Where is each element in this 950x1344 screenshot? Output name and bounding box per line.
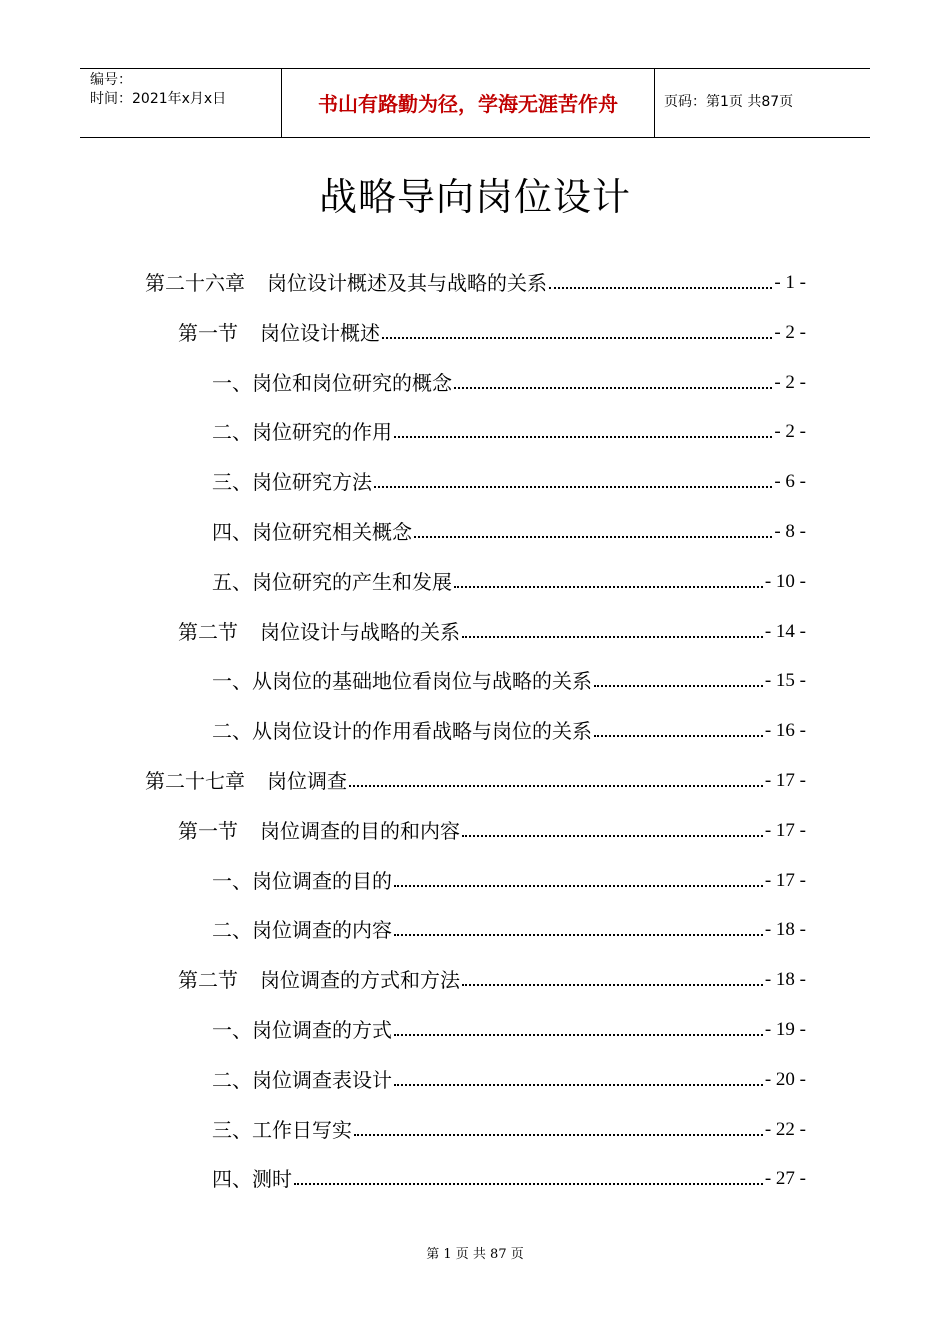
toc-entry[interactable] (145, 266, 806, 296)
toc-entry-page: - 27 - (764, 1168, 806, 1190)
toc-entry-page: - 20 - (764, 1068, 806, 1090)
toc-entry-title: 四、测时 (212, 1167, 292, 1192)
toc-dot-leader (454, 387, 772, 389)
toc-entry-page: - 14 - (764, 620, 806, 642)
toc-entry[interactable] (178, 316, 806, 346)
header-motto: 书山有路勤为径，学海无涯苦作舟 (318, 92, 618, 116)
toc-entry[interactable] (212, 1013, 806, 1043)
toc-entry-page: - 2 - (774, 421, 806, 443)
header-page-info: 页码：第1页 共87页 (664, 94, 794, 110)
toc-entry[interactable] (178, 963, 806, 993)
toc-entry-title: 二、岗位调查表设计 (212, 1067, 392, 1092)
toc-entry-title: 一、岗位调查的目的 (212, 868, 392, 893)
toc-entry[interactable] (212, 366, 806, 396)
toc-entry-page: - 15 - (764, 670, 806, 692)
toc-dot-leader (374, 486, 772, 488)
toc-dot-leader (594, 685, 763, 687)
toc-dot-leader (349, 785, 763, 787)
toc-entry-title: 一、岗位调查的方式 (212, 1018, 392, 1042)
page-footer: 第 1 页 共 87 页 (426, 1247, 524, 1262)
toc-entry-page: - 18 - (764, 919, 806, 941)
header-meta-cell (80, 69, 280, 137)
toc-entry-page: - 17 - (764, 770, 806, 791)
toc-dot-leader (462, 835, 763, 837)
toc-entry-title: 岗位设计概述 (260, 320, 380, 345)
toc-entry-page: - 16 - (764, 720, 806, 742)
toc-entry[interactable] (212, 913, 806, 943)
toc-entry[interactable] (178, 814, 806, 844)
toc-entry-title: 岗位调查 (267, 769, 347, 793)
toc-entry-title: 三、岗位研究方法 (212, 470, 372, 495)
toc-entry-title: 四、岗位研究相关概念 (212, 520, 412, 544)
toc-entry-number: 第二十六章 (145, 271, 245, 295)
toc-entry[interactable] (212, 1113, 806, 1143)
toc-dot-leader (394, 436, 772, 438)
toc-entry-title: 三、工作日写实 (212, 1117, 352, 1142)
toc-entry-page: - 22 - (764, 1118, 806, 1140)
toc-entry-title: 岗位设计与战略的关系 (260, 619, 460, 644)
toc-entry-number: 第二节 (178, 619, 238, 644)
toc-entry-page: - 19 - (764, 1019, 806, 1040)
document-number-label: 编号： (90, 72, 132, 88)
toc-entry-title: 一、岗位和岗位研究的概念 (212, 370, 452, 395)
toc-dot-leader (414, 536, 772, 538)
toc-entry-page: - 10 - (764, 570, 806, 592)
toc-entry-title: 岗位调查的目的和内容 (260, 818, 460, 843)
toc-entry-page: - 2 - (774, 371, 806, 393)
toc-entry[interactable] (178, 615, 806, 645)
toc-entry-page: - 6 - (774, 471, 806, 493)
toc-entry-number: 第二十七章 (145, 769, 245, 793)
document-title: 战略导向岗位设计 (318, 175, 631, 219)
toc-entry-title: 一、从岗位的基础地位看岗位与战略的关系 (212, 669, 592, 694)
toc-dot-leader (549, 287, 772, 289)
toc-entry[interactable] (212, 864, 806, 894)
toc-dot-leader (354, 1134, 763, 1136)
toc-dot-leader (462, 636, 763, 638)
toc-entry[interactable] (212, 714, 806, 744)
toc-dot-leader (454, 586, 763, 588)
toc-entry[interactable] (212, 664, 806, 694)
toc-dot-leader (594, 735, 763, 737)
toc-entry-title: 五、岗位研究的产生和发展 (212, 569, 452, 594)
toc-entry[interactable] (212, 465, 806, 495)
toc-entry[interactable] (145, 764, 806, 794)
toc-entry-title: 二、岗位研究的作用 (212, 420, 392, 445)
toc-entry-title: 二、从岗位设计的作用看战略与岗位的关系 (212, 719, 592, 744)
toc-entry-page: - 17 - (764, 819, 806, 841)
toc-entry-number: 第二节 (178, 968, 238, 993)
toc-entry[interactable] (212, 415, 806, 445)
toc-entry[interactable] (212, 565, 806, 595)
toc-entry[interactable] (212, 1162, 806, 1192)
toc-entry-page: - 1 - (774, 272, 806, 293)
page-header (80, 68, 870, 138)
toc-entry-number: 第一节 (178, 320, 238, 345)
toc-entry-page: - 17 - (764, 869, 806, 891)
toc-entry-page: - 2 - (774, 321, 806, 343)
toc-dot-leader (462, 984, 763, 986)
toc-entry-page: - 18 - (764, 969, 806, 991)
toc-entry[interactable] (212, 1063, 806, 1093)
document-time-label: 时间：2021年x月x日 (90, 91, 227, 107)
toc-entry-title: 二、岗位调查的内容 (212, 918, 392, 943)
header-page-cell (654, 69, 870, 137)
toc-entry-number: 第一节 (178, 818, 238, 843)
toc-dot-leader (394, 1084, 763, 1086)
toc-dot-leader (382, 337, 772, 339)
toc-entry-title: 岗位设计概述及其与战略的关系 (267, 271, 547, 295)
toc-dot-leader (394, 885, 763, 887)
toc-entry-title: 岗位调查的方式和方法 (260, 968, 460, 993)
toc-dot-leader (394, 1034, 763, 1036)
header-motto-cell (281, 69, 655, 137)
toc-entry[interactable] (212, 515, 806, 545)
toc-dot-leader (394, 934, 763, 936)
toc-dot-leader (294, 1183, 763, 1185)
toc-entry-page: - 8 - (774, 521, 806, 542)
